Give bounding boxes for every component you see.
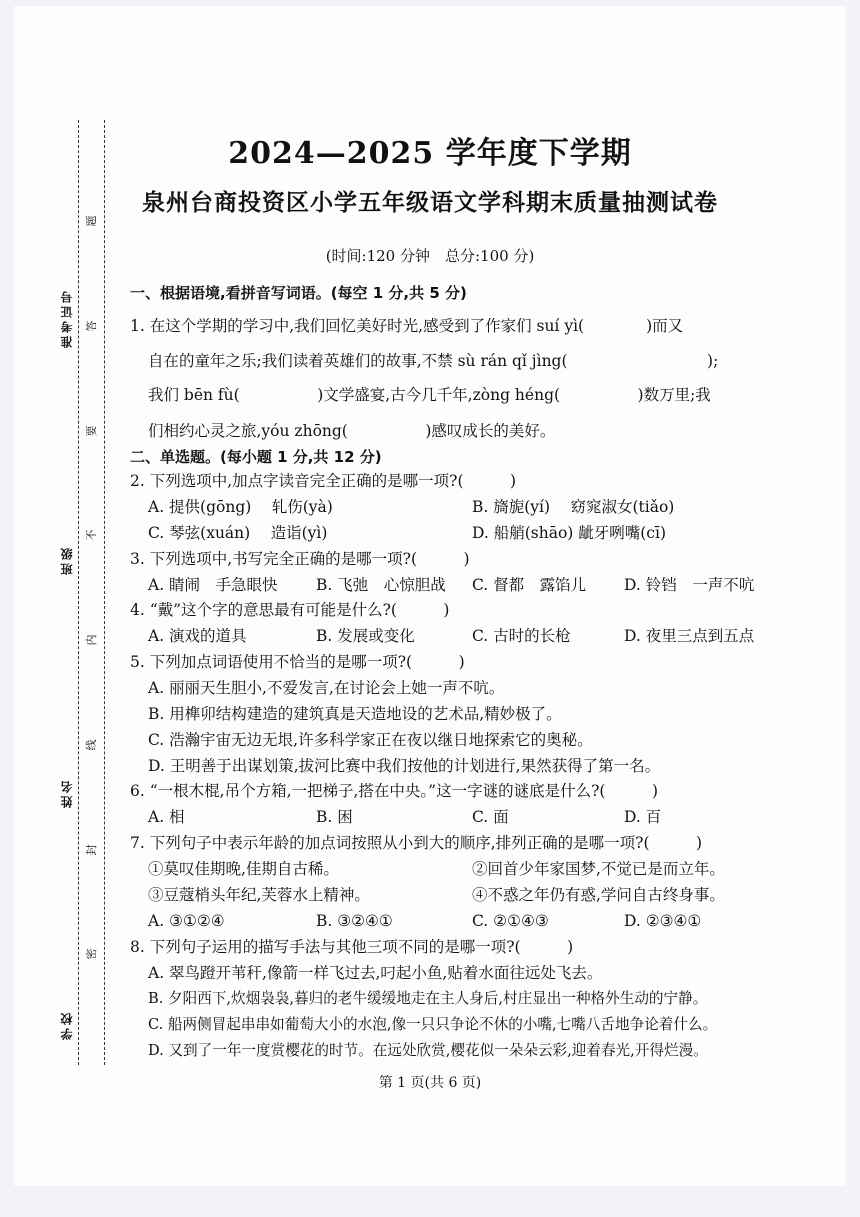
name-label: 姓名 [60,778,74,808]
q1-line: 们相约心灵之旅,yóu zhōng( )感叹成长的美好。 [148,422,556,440]
option-line: B. 飞弛 心惊胆战 [316,576,446,594]
seal-char: 不 [85,529,98,541]
option-line: B. 困 [316,808,353,826]
option-line: D. 铃铛 一声不吭 [624,576,755,594]
exam-number-label: 准考证号 [60,288,74,348]
poem-line: ①莫叹佳期晚,佳期自古稀。 [148,860,339,878]
option-line: C. 古时的长枪 [472,627,571,645]
option-line: A. 提供(gōng) 轧伤(yà) [148,498,333,516]
option-line: C. 船两侧冒起串串如葡萄大小的水泡,像一只只争论不休的小嘴,七嘴八舌地争论着什么。 [148,1016,718,1033]
question-4: 4. “戴”这个字的意思最有可能是什么?( ) [130,601,450,619]
seal-char: 线 [85,739,98,751]
exam-title: 2024—2025 学年度下学期 [228,136,632,171]
class-label: 班级 [60,545,74,575]
question-7: 7. 下列句子中表示年龄的加点词按照从小到大的顺序,排列正确的是哪一项?( ) [130,834,703,852]
option-line: B. 用榫卯结构建造的建筑真是天造地设的艺术品,精妙极了。 [148,705,562,723]
option-line: A. ③①②④ [148,912,225,930]
seal-char: 内 [85,634,98,646]
seal-char: 封 [85,844,98,856]
option-line: D. 夜里三点到五点 [624,627,755,645]
option-line: B. 发展或变化 [316,627,415,645]
question-5: 5. 下列加点词语使用不恰当的是哪一项?( ) [130,653,465,671]
question-6: 6. “一根木棍,吊个方箱,一把梯子,搭在中央。”这一字谜的谜底是什么?( ) [130,782,659,800]
option-line: A. 演戏的道具 [148,627,247,645]
option-line: D. 船艄(shāo) 龇牙咧嘴(cī) [472,524,666,542]
question-2: 2. 下列选项中,加点字读音完全正确的是哪一项?( ) [130,472,517,490]
seal-char: 答 [85,320,98,332]
seal-char: 题 [85,215,98,227]
question-8: 8. 下列句子运用的描写手法与其他三项不同的是哪一项?( ) [130,938,574,956]
option-line: B. ③②④① [316,912,393,930]
option-line: B. 旖旎(yí) 窈窕淑女(tiǎo) [472,498,675,516]
option-line: C. 面 [472,808,509,826]
option-line: C. ②①④③ [472,912,549,930]
poem-line: ②回首少年家国梦,不觉已是而立年。 [472,860,725,878]
seal-char: 要 [85,425,98,437]
school-label: 学校 [60,1010,74,1040]
seal-char: 密 [85,948,98,960]
q1-line: 1. 在这个学期的学习中,我们回忆美好时光,感受到了作家们 suí yì( )而又 [130,317,684,335]
option-line: C. 浩瀚宇宙无边无垠,许多科学家正在夜以继日地探索它的奥秘。 [148,731,593,749]
option-line: A. 丽丽天生胆小,不爱发言,在讨论会上她一声不吭。 [148,679,505,697]
option-line: A. 睛闹 手急眼快 [148,576,278,594]
option-line: C. 琴弦(xuán) 造诣(yì) [148,524,328,542]
poem-line: ④不惑之年仍有惑,学问自古终身事。 [472,886,725,904]
option-line: A. 相 [148,808,185,826]
option-line: B. 夕阳西下,炊烟袅袅,暮归的老牛缓缓地走在主人身后,村庄显出一种格外生动的宁静。 [148,990,708,1007]
option-line: D. 又到了一年一度赏樱花的时节。在远处欣赏,樱花似一朵朵云彩,迎着春光,开得烂漫。 [148,1042,708,1059]
q1-line: 自在的童年之乐;我们读着英雄们的故事,不禁 sù rán qǐ jìng( ); [148,352,719,370]
page-footer: 第 1 页(共 6 页) [378,1075,482,1091]
option-line: C. 督都 露馅儿 [472,576,587,594]
option-line: A. 翠鸟蹬开苇秆,像箭一样飞过去,叼起小鱼,贴着水面往远处飞去。 [148,964,603,982]
poem-line: ③豆蔻梢头年纪,芙蓉水上精神。 [148,886,370,904]
section2-heading: 二、单选题。(每小题 1 分,共 12 分) [130,448,382,466]
exam-subtitle: 泉州台商投资区小学五年级语文学科期末质量抽测试卷 [142,189,718,216]
option-line: D. 王明善于出谋划策,拔河比赛中我们按他的计划进行,果然获得了第一名。 [148,757,661,775]
option-line: D. ②③④① [624,912,702,930]
q1-line: 我们 bēn fù( )文学盛宴,古今几千年,zòng héng( )数万里;我 [148,386,711,404]
time-info: (时间:120 分钟 总分:100 分) [325,247,535,265]
question-3: 3. 下列选项中,书写完全正确的是哪一项?( ) [130,550,470,568]
section1-heading: 一、根据语境,看拼音写词语。(每空 1 分,共 5 分) [130,284,467,302]
option-line: D. 百 [624,808,662,826]
